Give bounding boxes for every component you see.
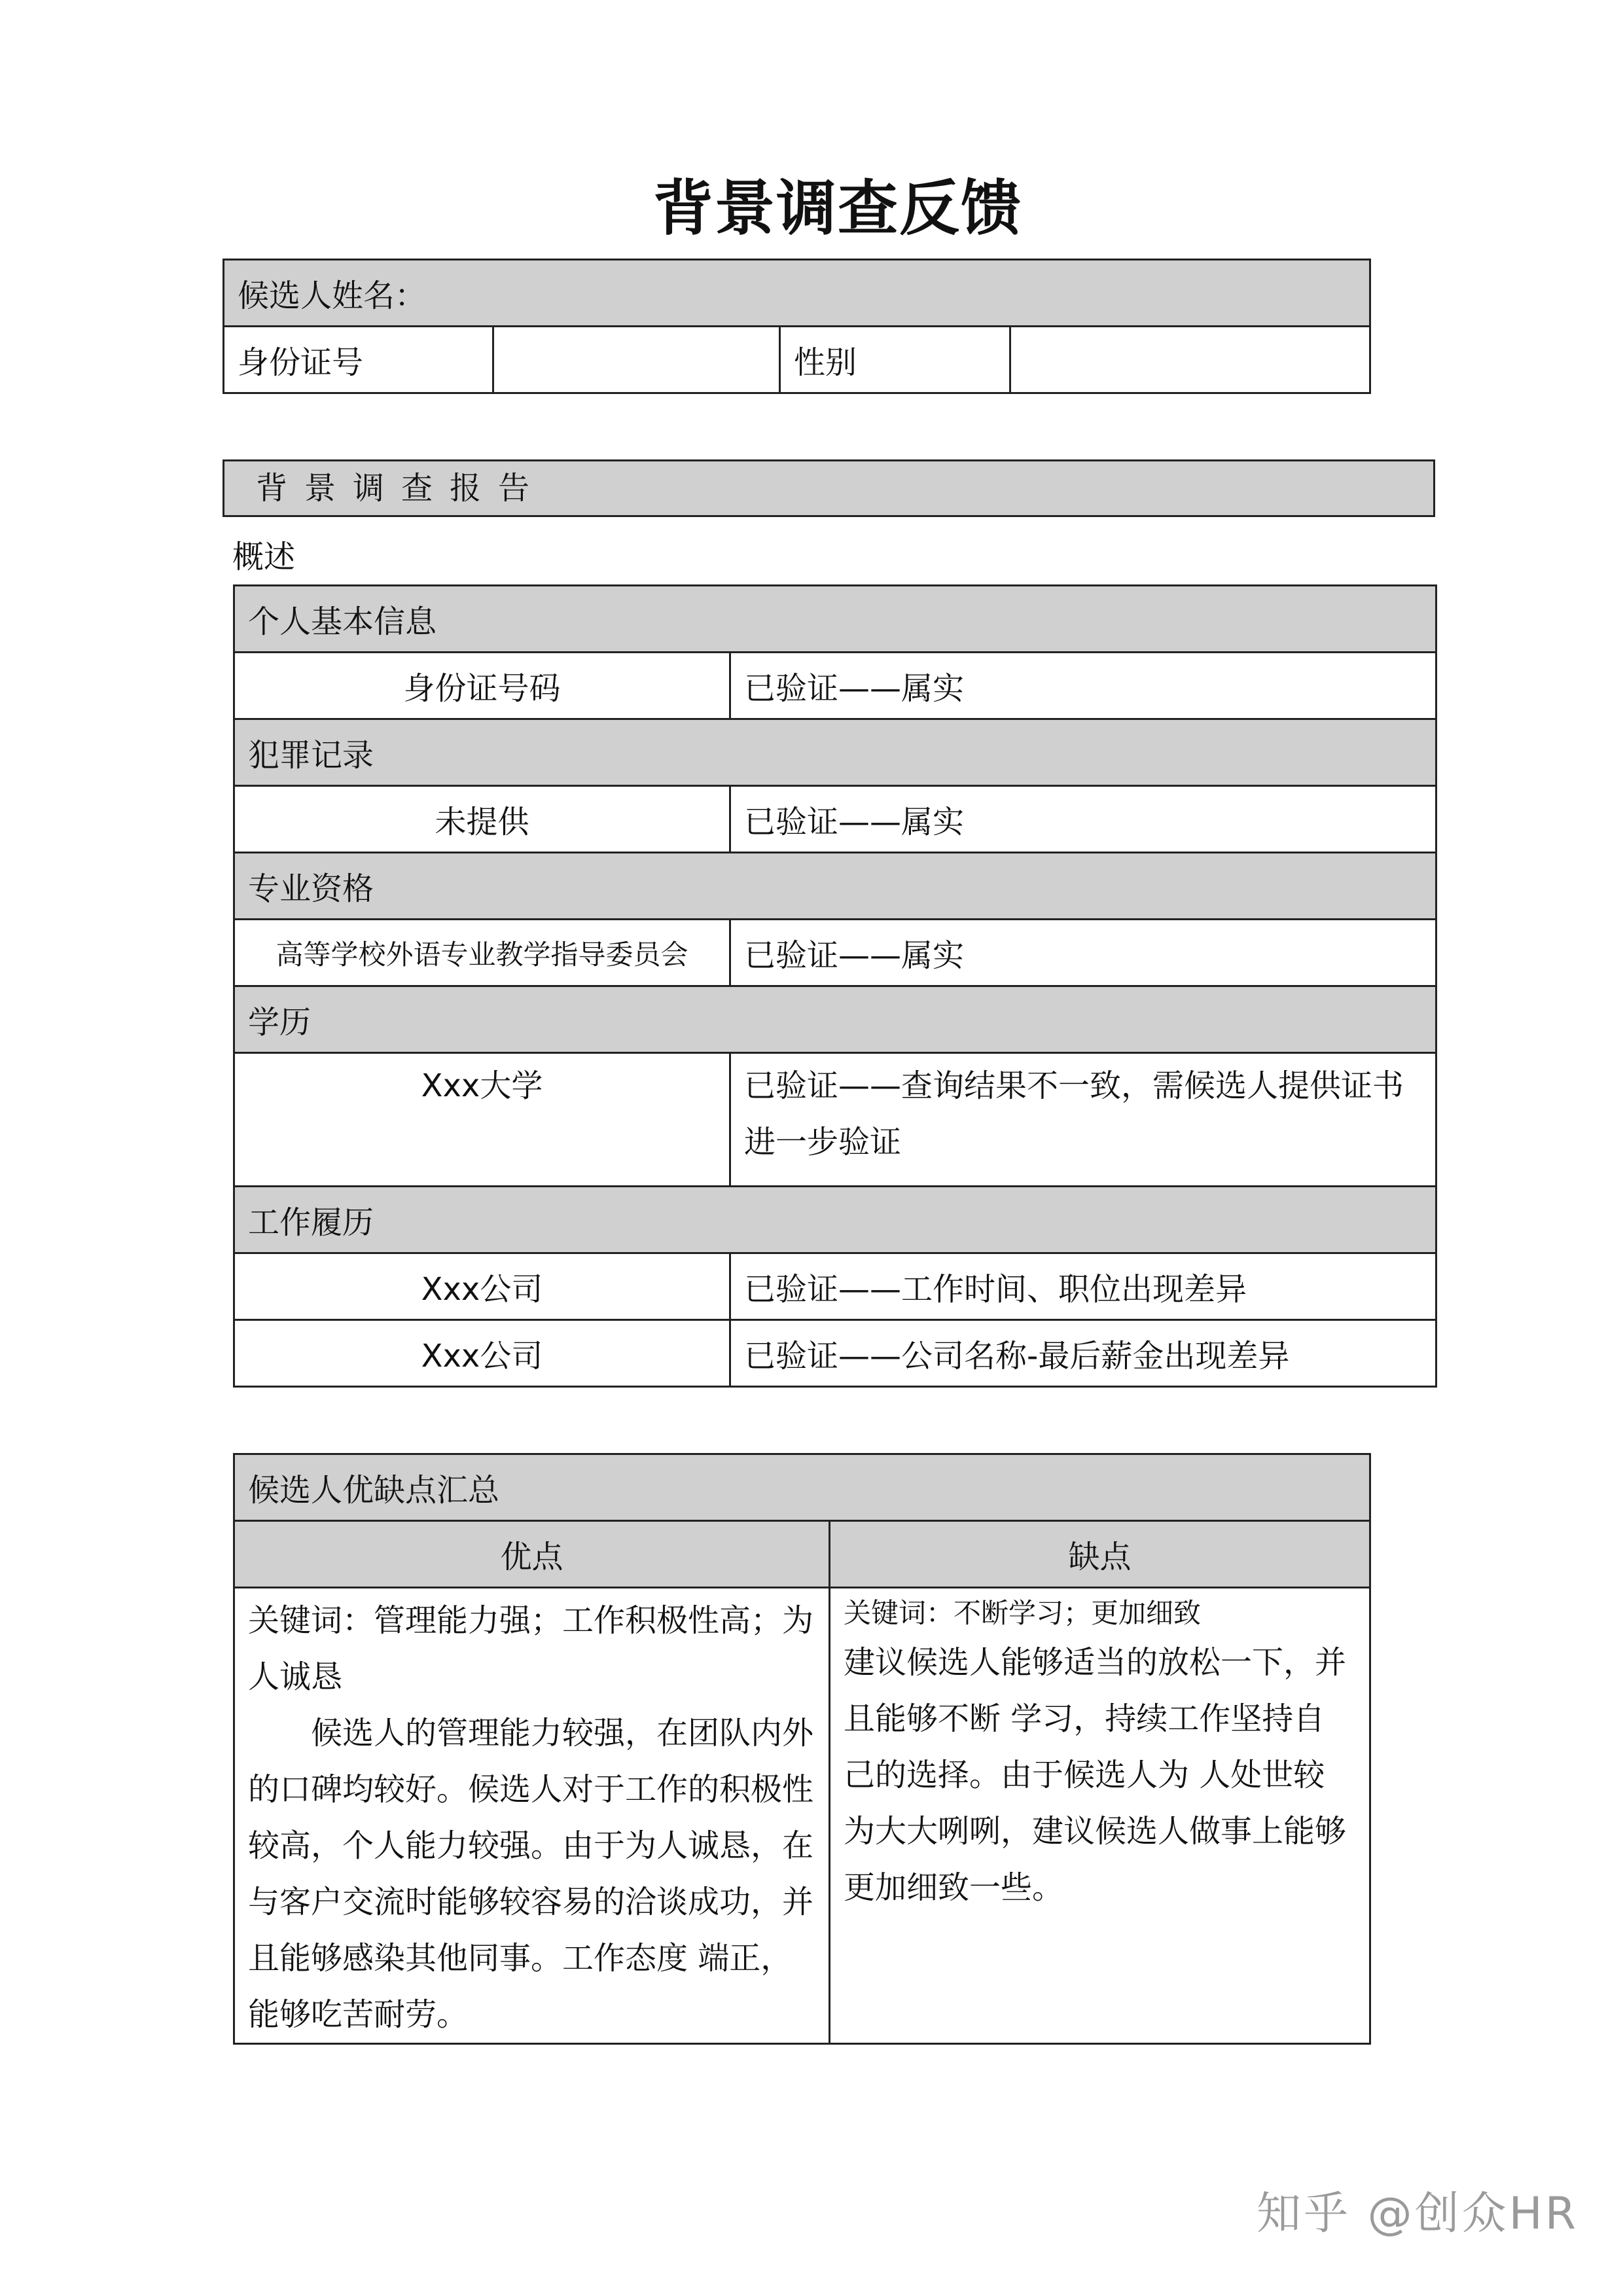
report-header: 背景调查报告 <box>223 459 1435 517</box>
result-cell: 已验证——属实 <box>730 920 1436 986</box>
item-cell: Xxx大学 <box>234 1053 730 1187</box>
cons-header: 缺点 <box>830 1521 1370 1588</box>
result-cell: 已验证——公司名称-最后薪金出现差异 <box>730 1320 1436 1387</box>
id-number-value[interactable] <box>493 327 780 393</box>
summary-table <box>233 1453 1371 2045</box>
section-title: 专业资格 <box>234 853 1436 920</box>
cons-cell <box>830 1588 1370 2044</box>
gender-label: 性别 <box>780 327 1010 393</box>
gender-value[interactable] <box>1010 327 1370 393</box>
pros-header: 优点 <box>234 1521 830 1588</box>
pros-text: 候选人的管理能力较强，在团队内外的口碑均较好。候选人对于工作的积极性较高，个人能力较强。由于为人诚恳，在与客户交流时能够较容易的洽谈成功，并且能够感染其他同事。工作态度 端正，能够吃苦耐劳。 <box>248 1715 814 2033</box>
cons-text: 建议候选人能够适当的放松一下，并且能够不断 学习，持续工作坚持自己的选择。由于候选人为 人处世较为大大咧咧，建议候选人做事上能够更加细致一些。 <box>844 1644 1347 1906</box>
item-cell: Xxx公司 <box>234 1253 730 1320</box>
overview-table <box>233 584 1437 1388</box>
section-title: 个人基本信息 <box>234 586 1436 653</box>
item-cell: 身份证号码 <box>234 653 730 719</box>
summary-title: 候选人优缺点汇总 <box>234 1454 1370 1521</box>
result-cell: 已验证——属实 <box>730 653 1436 719</box>
candidate-name-label: 候选人姓名： <box>224 260 1370 327</box>
watermark: 知乎 @创众HR <box>1257 2188 1578 2240</box>
result-cell: 已验证——工作时间、职位出现差异 <box>730 1253 1436 1320</box>
pros-keywords: 关键词：管理能力强；工作积极性高；为人诚恳 <box>248 1602 814 1695</box>
id-number-label: 身份证号 <box>224 327 493 393</box>
section-title: 工作履历 <box>234 1187 1436 1253</box>
result-cell: 已验证——查询结果不一致，需候选人提供证书进一步验证 <box>730 1053 1436 1187</box>
pros-cell <box>234 1588 830 2044</box>
item-cell: 未提供 <box>234 786 730 853</box>
cons-keywords: 关键词：不断学习；更加细致 <box>844 1597 1202 1629</box>
item-cell: 高等学校外语专业教学指导委员会 <box>234 920 730 986</box>
section-title: 犯罪记录 <box>234 719 1436 786</box>
overview-label: 概述 <box>232 539 296 575</box>
item-cell: Xxx公司 <box>234 1320 730 1387</box>
section-title: 学历 <box>234 986 1436 1053</box>
page-title: 背景调查反馈 <box>652 173 1022 243</box>
candidate-info-table <box>223 259 1371 394</box>
result-cell: 已验证——属实 <box>730 786 1436 853</box>
